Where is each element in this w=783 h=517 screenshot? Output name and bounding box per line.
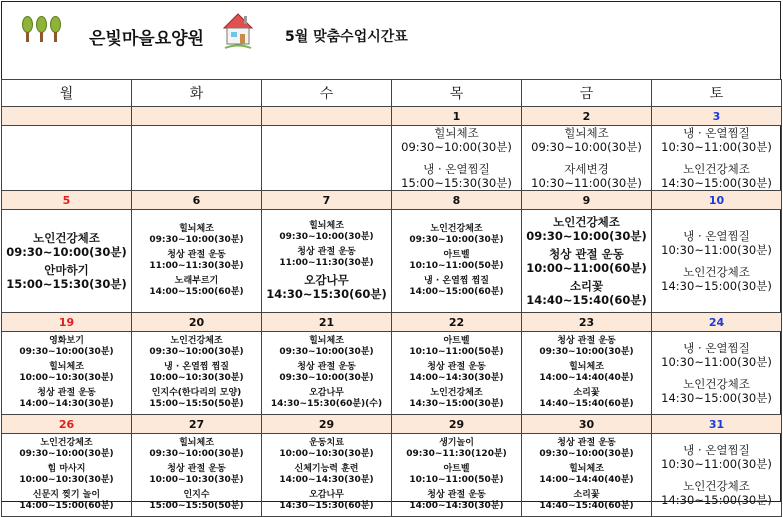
activity-time: 14:00~14:40(40분): [539, 373, 634, 383]
activity-time: 14:00~15:00(60분): [149, 287, 244, 297]
date-cell: 24: [652, 313, 782, 332]
activity-time: 09:30~10:00(30분): [279, 347, 374, 357]
activity-name: 오감나무: [309, 388, 344, 398]
activity-time: 09:30~10:00(30분): [149, 347, 244, 357]
activity-name: 힘 마사지: [47, 464, 86, 474]
activity-name: 청상 관절 운동: [37, 388, 96, 398]
date-row: [2, 415, 782, 434]
date-row: [2, 107, 782, 126]
activity-name: 노인건강체조: [683, 162, 750, 176]
activity-name: 노인건강체조: [683, 265, 750, 279]
activity-cell: [652, 434, 782, 517]
activity-time: 14:00~14:30(30분): [19, 399, 114, 409]
activity-row: [2, 210, 782, 313]
activity-name: 오감나무: [309, 490, 344, 500]
activity-time: 09:30~10:00(30분): [19, 347, 114, 357]
activity-time: 10:30~11:00(30분): [661, 457, 772, 471]
activity-cell: [2, 332, 132, 415]
weekday-header: 목: [392, 80, 522, 107]
header: [2, 2, 780, 80]
activity-cell: [522, 210, 652, 313]
activity-time: 14:00~15:00(60분): [19, 501, 114, 511]
activity-cell: [652, 126, 782, 191]
date-cell: 20: [132, 313, 262, 332]
date-cell: 3: [652, 107, 782, 126]
weekday-header-row: [2, 80, 782, 107]
activity-name: 노인건강체조: [170, 336, 223, 346]
activity-name: 힐뇌체조: [49, 362, 84, 372]
activity-time: 10:30~11:00(30분): [531, 176, 642, 190]
activity-time: 15:00~15:50(50분): [149, 501, 244, 511]
activity-time: 14:30~15:00(30분): [661, 391, 772, 405]
date-cell: 7: [262, 191, 392, 210]
activity-row: [2, 332, 782, 415]
activity-cell: [522, 434, 652, 517]
activity-time: 15:00~15:30(30분): [401, 176, 512, 190]
activity-name: 영화보기: [49, 336, 84, 346]
activity-name: 소리꽃: [569, 279, 604, 293]
activity-name: 냉 · 온열찜질: [683, 443, 750, 457]
activity-name: 아트벨: [443, 250, 470, 260]
activity-name: 냉 · 온열찜질: [683, 229, 750, 243]
activity-time: 09:30~10:00(30분): [149, 449, 244, 459]
activity-cell: [522, 126, 652, 191]
date-cell: 2: [522, 107, 652, 126]
activity-name: 인지수(한다리의 모양): [151, 388, 242, 398]
activity-time: 10:30~11:00(30분): [661, 140, 772, 154]
weekday-header: 토: [652, 80, 782, 107]
activity-cell: [132, 126, 262, 191]
activity-time: 14:00~14:30(30분): [409, 373, 504, 383]
weekday-header: 화: [132, 80, 262, 107]
activity-name: 안마하기: [44, 263, 89, 277]
activity-time: 14:40~15:40(60분): [539, 399, 634, 409]
activity-name: 노인건강체조: [40, 438, 93, 448]
activity-cell: [262, 332, 392, 415]
activity-time: 09:30~10:00(30분): [401, 140, 512, 154]
activity-time: 09:30~10:00(30분): [279, 373, 374, 383]
activity-cell: [2, 210, 132, 313]
activity-name: 노래부르기: [174, 276, 219, 286]
activity-time: 15:00~15:50(50분): [149, 399, 244, 409]
activity-name: 냉 · 온열찜 찜질: [424, 276, 489, 286]
date-cell: 1: [392, 107, 522, 126]
activity-name: 청상 관절 운동: [427, 362, 486, 372]
activity-time: 10:00~10:30(30분): [149, 475, 244, 485]
activity-cell: [392, 210, 522, 313]
activity-name: 청상 관절 운동: [557, 336, 616, 346]
weekday-header: 금: [522, 80, 652, 107]
date-cell: 21: [262, 313, 392, 332]
activity-cell: [392, 332, 522, 415]
activity-name: 생기놀이: [439, 438, 474, 448]
activity-name: 냉 · 온열찜질: [683, 126, 750, 140]
activity-time: 09:30~10:00(30분): [6, 245, 127, 259]
activity-time: 11:00~11:30(30분): [149, 261, 244, 271]
date-cell: 8: [392, 191, 522, 210]
activity-time: 10:00~10:30(30분): [19, 475, 114, 485]
date-cell: 27: [132, 415, 262, 434]
activity-name: 자세변경: [564, 162, 609, 176]
activity-time: 14:40~15:40(60분): [539, 501, 634, 511]
activity-name: 신체기능력 훈련: [294, 464, 359, 474]
activity-time: 10:10~11:00(50분): [409, 347, 504, 357]
activity-name: 청상 관절 운동: [427, 490, 486, 500]
activity-name: 힐뇌체조: [569, 362, 604, 372]
activity-name: 청상 관절 운동: [549, 247, 624, 261]
activity-time: 10:00~11:00(60분): [526, 261, 647, 275]
activity-time: 14:00~14:30(30분): [409, 501, 504, 511]
date-cell: 19: [2, 313, 132, 332]
activity-name: 운동치료: [309, 438, 344, 448]
activity-cell: [2, 126, 132, 191]
schedule-document: [1, 1, 781, 511]
activity-time: 14:00~15:00(60분): [409, 287, 504, 297]
activity-time: 14:00~14:40(40분): [539, 475, 634, 485]
org-name: 은빛마을요양원: [89, 29, 204, 49]
activity-name: 아트벨: [443, 464, 470, 474]
date-row: [2, 191, 782, 210]
activity-time: 14:00~14:30(30분): [279, 475, 374, 485]
activity-time: 14:30~15:30(60분): [266, 287, 387, 301]
activity-time: 14:40~15:40(60분): [526, 293, 647, 307]
activity-time: 09:30~10:00(30분): [539, 449, 634, 459]
schedule-table: [1, 79, 782, 517]
activity-name: 노인건강체조: [430, 388, 483, 398]
activity-name: 힐뇌체조: [179, 438, 214, 448]
activity-time: 15:00~15:30(30분): [6, 277, 127, 291]
activity-name: 노인건강체조: [33, 231, 100, 245]
date-cell: [262, 107, 392, 126]
activity-name: 힐뇌체조: [564, 126, 609, 140]
weekday-header: 수: [262, 80, 392, 107]
activity-name: 소리꽃: [573, 490, 600, 500]
activity-name: 냉 · 온열찜 찜질: [164, 362, 229, 372]
activity-name: 힐뇌체조: [309, 336, 344, 346]
date-cell: 26: [2, 415, 132, 434]
activity-name: 노인건강체조: [430, 224, 483, 234]
schedule-title: 5월 맞춤수업시간표: [285, 29, 408, 45]
activity-cell: [652, 332, 782, 415]
activity-name: 냉 · 온열찜질: [423, 162, 490, 176]
activity-name: 노인건강체조: [553, 215, 620, 229]
activity-cell: [132, 434, 262, 517]
activity-cell: [652, 210, 782, 313]
activity-cell: [132, 332, 262, 415]
weekday-header: 월: [2, 80, 132, 107]
activity-row: [2, 126, 782, 191]
date-cell: 9: [522, 191, 652, 210]
activity-time: 10:00~10:30(30분): [279, 449, 374, 459]
date-cell: 22: [392, 313, 522, 332]
activity-name: 오감나무: [304, 273, 349, 287]
activity-time: 14:30~15:00(30분): [409, 399, 504, 409]
activity-time: 09:30~10:00(30분): [149, 235, 244, 245]
activity-name: 청상 관절 운동: [297, 362, 356, 372]
activity-time: 14:30~15:00(30분): [661, 279, 772, 293]
date-cell: [132, 107, 262, 126]
date-cell: 29: [392, 415, 522, 434]
activity-name: 아트벨: [443, 336, 470, 346]
activity-time: 09:30~10:00(30분): [279, 232, 374, 242]
activity-name: 인지수: [183, 490, 210, 500]
activity-time: 09:30~10:00(30분): [526, 229, 647, 243]
activity-time: 09:30~10:00(30분): [409, 235, 504, 245]
activity-time: 10:30~11:00(30분): [661, 355, 772, 369]
activity-cell: [392, 434, 522, 517]
activity-name: 청상 관절 운동: [167, 464, 226, 474]
activity-name: 냉 · 온열찜질: [683, 341, 750, 355]
activity-name: 청상 관절 운동: [557, 438, 616, 448]
date-cell: 31: [652, 415, 782, 434]
activity-cell: [2, 434, 132, 517]
date-cell: 30: [522, 415, 652, 434]
date-cell: 10: [652, 191, 782, 210]
date-cell: 29: [262, 415, 392, 434]
activity-time: 14:30~15:30(60분)(수): [270, 399, 383, 409]
activity-time: 10:10~11:00(50분): [409, 261, 504, 271]
activity-time: 10:00~10:30(30분): [19, 373, 114, 383]
activity-name: 청상 관절 운동: [167, 250, 226, 260]
activity-cell: [392, 126, 522, 191]
activity-cell: [262, 126, 392, 191]
activity-time: 14:30~15:00(30분): [661, 176, 772, 190]
date-cell: 5: [2, 191, 132, 210]
date-row: [2, 313, 782, 332]
activity-name: 노인건강체조: [683, 479, 750, 493]
activity-name: 힐뇌체조: [434, 126, 479, 140]
activity-time: 09:30~11:30(120분): [406, 449, 507, 459]
activity-name: 힐뇌체조: [309, 221, 344, 231]
date-cell: 23: [522, 313, 652, 332]
activity-time: 09:30~10:00(30분): [19, 449, 114, 459]
activity-name: 청상 관절 운동: [297, 247, 356, 257]
activity-cell: [262, 210, 392, 313]
activity-time: 09:30~10:00(30분): [531, 140, 642, 154]
activity-name: 소리꽃: [573, 388, 600, 398]
activity-cell: [522, 332, 652, 415]
activity-time: 10:00~10:30(30분): [149, 373, 244, 383]
activity-name: 신문지 찢기 놀이: [32, 490, 101, 500]
activity-name: 힐뇌체조: [179, 224, 214, 234]
activity-name: 힐뇌체조: [569, 464, 604, 474]
activity-cell: [262, 434, 392, 517]
house-icon: [221, 10, 255, 50]
activity-time: 10:10~11:00(50분): [409, 475, 504, 485]
activity-time: 14:30~15:30(60분): [279, 501, 374, 511]
activity-name: 노인건강체조: [683, 377, 750, 391]
date-cell: 6: [132, 191, 262, 210]
activity-time: 14:30~15:00(30분): [661, 493, 772, 507]
trees-icon: [22, 16, 61, 42]
activity-time: 09:30~10:00(30분): [539, 347, 634, 357]
activity-time: 10:30~11:00(30분): [661, 243, 772, 257]
activity-cell: [132, 210, 262, 313]
activity-time: 11:00~11:30(30분): [279, 258, 374, 268]
activity-row: [2, 434, 782, 517]
date-cell: [2, 107, 132, 126]
